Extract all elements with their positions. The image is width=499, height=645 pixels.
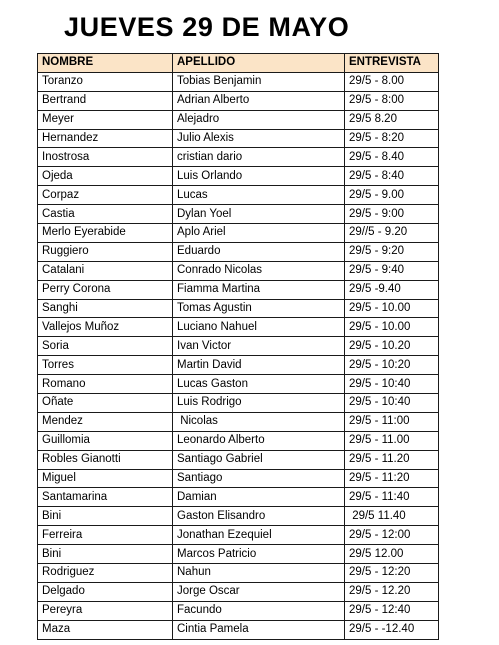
cell-nombre: Pereyra — [38, 601, 173, 620]
cell-entrevista: 29/5 - -12.40 — [345, 620, 439, 639]
cell-nombre: Bertrand — [38, 91, 173, 110]
cell-entrevista: 29/5 - 9:00 — [345, 205, 439, 224]
table-row — [38, 242, 439, 261]
cell-entrevista: 29//5 - 9.20 — [345, 224, 439, 243]
cell-apellido: Ivan Victor — [173, 337, 345, 356]
table-row — [38, 318, 439, 337]
cell-apellido: Fiamma Martina — [173, 280, 345, 299]
cell-nombre: Castia — [38, 205, 173, 224]
cell-entrevista: 29/5 - 10.00 — [345, 299, 439, 318]
cell-entrevista: 29/5 - 11.20 — [345, 450, 439, 469]
cell-nombre: Guillomia — [38, 431, 173, 450]
cell-apellido: Nahun — [173, 564, 345, 583]
table-body — [38, 72, 439, 639]
cell-apellido: Facundo — [173, 601, 345, 620]
cell-entrevista: 29/5 - 8.00 — [345, 72, 439, 91]
cell-nombre: Ruggiero — [38, 242, 173, 261]
cell-entrevista: 29/5 - 8.40 — [345, 148, 439, 167]
table-row — [38, 412, 439, 431]
cell-entrevista: 29/5 - 11:00 — [345, 412, 439, 431]
cell-nombre: Corpaz — [38, 186, 173, 205]
table-row — [38, 205, 439, 224]
table-row — [38, 469, 439, 488]
cell-nombre: Santamarina — [38, 488, 173, 507]
cell-nombre: Rodriguez — [38, 564, 173, 583]
table-row — [38, 375, 439, 394]
cell-nombre: Delgado — [38, 582, 173, 601]
table-row — [38, 582, 439, 601]
table-row — [38, 488, 439, 507]
table-row — [38, 450, 439, 469]
schedule-table — [37, 53, 439, 640]
cell-apellido: Eduardo — [173, 242, 345, 261]
table-row — [38, 91, 439, 110]
table-row — [38, 224, 439, 243]
cell-entrevista: 29/5 - 12.20 — [345, 582, 439, 601]
table-row — [38, 337, 439, 356]
page-title: JUEVES 29 DE MAYO — [64, 12, 350, 42]
cell-apellido: Conrado Nicolas — [173, 261, 345, 280]
table-row — [38, 601, 439, 620]
cell-nombre: Ojeda — [38, 167, 173, 186]
cell-apellido: Jorge Oscar — [173, 582, 345, 601]
table-row — [38, 261, 439, 280]
cell-nombre: Perry Corona — [38, 280, 173, 299]
table-row — [38, 394, 439, 413]
cell-apellido: Alejadro — [173, 110, 345, 129]
table-row — [38, 431, 439, 450]
table-row — [38, 507, 439, 526]
column-header-nombre: NOMBRE — [38, 54, 173, 73]
column-header-apellido: APELLIDO — [173, 54, 345, 73]
cell-apellido: Nicolas — [173, 412, 345, 431]
cell-apellido: Tomas Agustin — [173, 299, 345, 318]
table-row — [38, 545, 439, 564]
cell-nombre: Inostrosa — [38, 148, 173, 167]
table-row — [38, 167, 439, 186]
table-row — [38, 526, 439, 545]
cell-apellido: Luciano Nahuel — [173, 318, 345, 337]
cell-nombre: Ferreira — [38, 526, 173, 545]
cell-apellido: Lucas Gaston — [173, 375, 345, 394]
table-row — [38, 148, 439, 167]
cell-entrevista: 29/5 - 8:00 — [345, 91, 439, 110]
cell-nombre: Bini — [38, 507, 173, 526]
cell-entrevista: 29/5 - 10:20 — [345, 356, 439, 375]
cell-apellido: Dylan Yoel — [173, 205, 345, 224]
table-row — [38, 186, 439, 205]
cell-nombre: Catalani — [38, 261, 173, 280]
cell-nombre: Vallejos Muñoz — [38, 318, 173, 337]
cell-entrevista: 29/5 - 12:20 — [345, 564, 439, 583]
cell-apellido: Leonardo Alberto — [173, 431, 345, 450]
cell-apellido: Jonathan Ezequiel — [173, 526, 345, 545]
cell-entrevista: 29/5 11.40 — [345, 507, 439, 526]
cell-nombre: Robles Gianotti — [38, 450, 173, 469]
cell-apellido: Santiago Gabriel — [173, 450, 345, 469]
table-header-row — [38, 54, 439, 73]
cell-entrevista: 29/5 - 11.00 — [345, 431, 439, 450]
table-row — [38, 620, 439, 639]
cell-entrevista: 29/5 12.00 — [345, 545, 439, 564]
cell-entrevista: 29/5 - 12:00 — [345, 526, 439, 545]
cell-nombre: Torres — [38, 356, 173, 375]
cell-nombre: Mendez — [38, 412, 173, 431]
cell-apellido: Aplo Ariel — [173, 224, 345, 243]
cell-entrevista: 29/5 - 9:40 — [345, 261, 439, 280]
table-row — [38, 280, 439, 299]
cell-apellido: Cintia Pamela — [173, 620, 345, 639]
cell-nombre: Soria — [38, 337, 173, 356]
cell-nombre: Miguel — [38, 469, 173, 488]
cell-apellido: Luis Rodrigo — [173, 394, 345, 413]
column-header-entrevista: ENTREVISTA — [345, 54, 439, 73]
cell-nombre: Meyer — [38, 110, 173, 129]
cell-apellido: Gaston Elisandro — [173, 507, 345, 526]
cell-nombre: Hernandez — [38, 129, 173, 148]
table-row — [38, 356, 439, 375]
cell-apellido: Martin David — [173, 356, 345, 375]
cell-entrevista: 29/5 - 11:40 — [345, 488, 439, 507]
cell-nombre: Oñate — [38, 394, 173, 413]
cell-entrevista: 29/5 8.20 — [345, 110, 439, 129]
cell-apellido: cristian dario — [173, 148, 345, 167]
cell-entrevista: 29/5 - 11:20 — [345, 469, 439, 488]
cell-entrevista: 29/5 - 9:20 — [345, 242, 439, 261]
table-row — [38, 299, 439, 318]
table-row — [38, 72, 439, 91]
cell-entrevista: 29/5 - 10:40 — [345, 394, 439, 413]
cell-entrevista: 29/5 - 8:20 — [345, 129, 439, 148]
cell-entrevista: 29/5 - 10:40 — [345, 375, 439, 394]
cell-entrevista: 29/5 - 8:40 — [345, 167, 439, 186]
cell-apellido: Julio Alexis — [173, 129, 345, 148]
cell-apellido: Damian — [173, 488, 345, 507]
cell-apellido: Tobias Benjamin — [173, 72, 345, 91]
cell-nombre: Merlo Eyerabide — [38, 224, 173, 243]
cell-apellido: Lucas — [173, 186, 345, 205]
cell-entrevista: 29/5 - 12:40 — [345, 601, 439, 620]
cell-apellido: Luis Orlando — [173, 167, 345, 186]
cell-apellido: Santiago — [173, 469, 345, 488]
table-row — [38, 564, 439, 583]
table-row — [38, 110, 439, 129]
cell-nombre: Sanghi — [38, 299, 173, 318]
cell-apellido: Marcos Patricio — [173, 545, 345, 564]
cell-entrevista: 29/5 - 9.00 — [345, 186, 439, 205]
cell-entrevista: 29/5 - 10.20 — [345, 337, 439, 356]
table-row — [38, 129, 439, 148]
cell-nombre: Bini — [38, 545, 173, 564]
cell-nombre: Maza — [38, 620, 173, 639]
cell-nombre: Toranzo — [38, 72, 173, 91]
cell-entrevista: 29/5 - 10.00 — [345, 318, 439, 337]
cell-entrevista: 29/5 -9.40 — [345, 280, 439, 299]
cell-apellido: Adrian Alberto — [173, 91, 345, 110]
cell-nombre: Romano — [38, 375, 173, 394]
